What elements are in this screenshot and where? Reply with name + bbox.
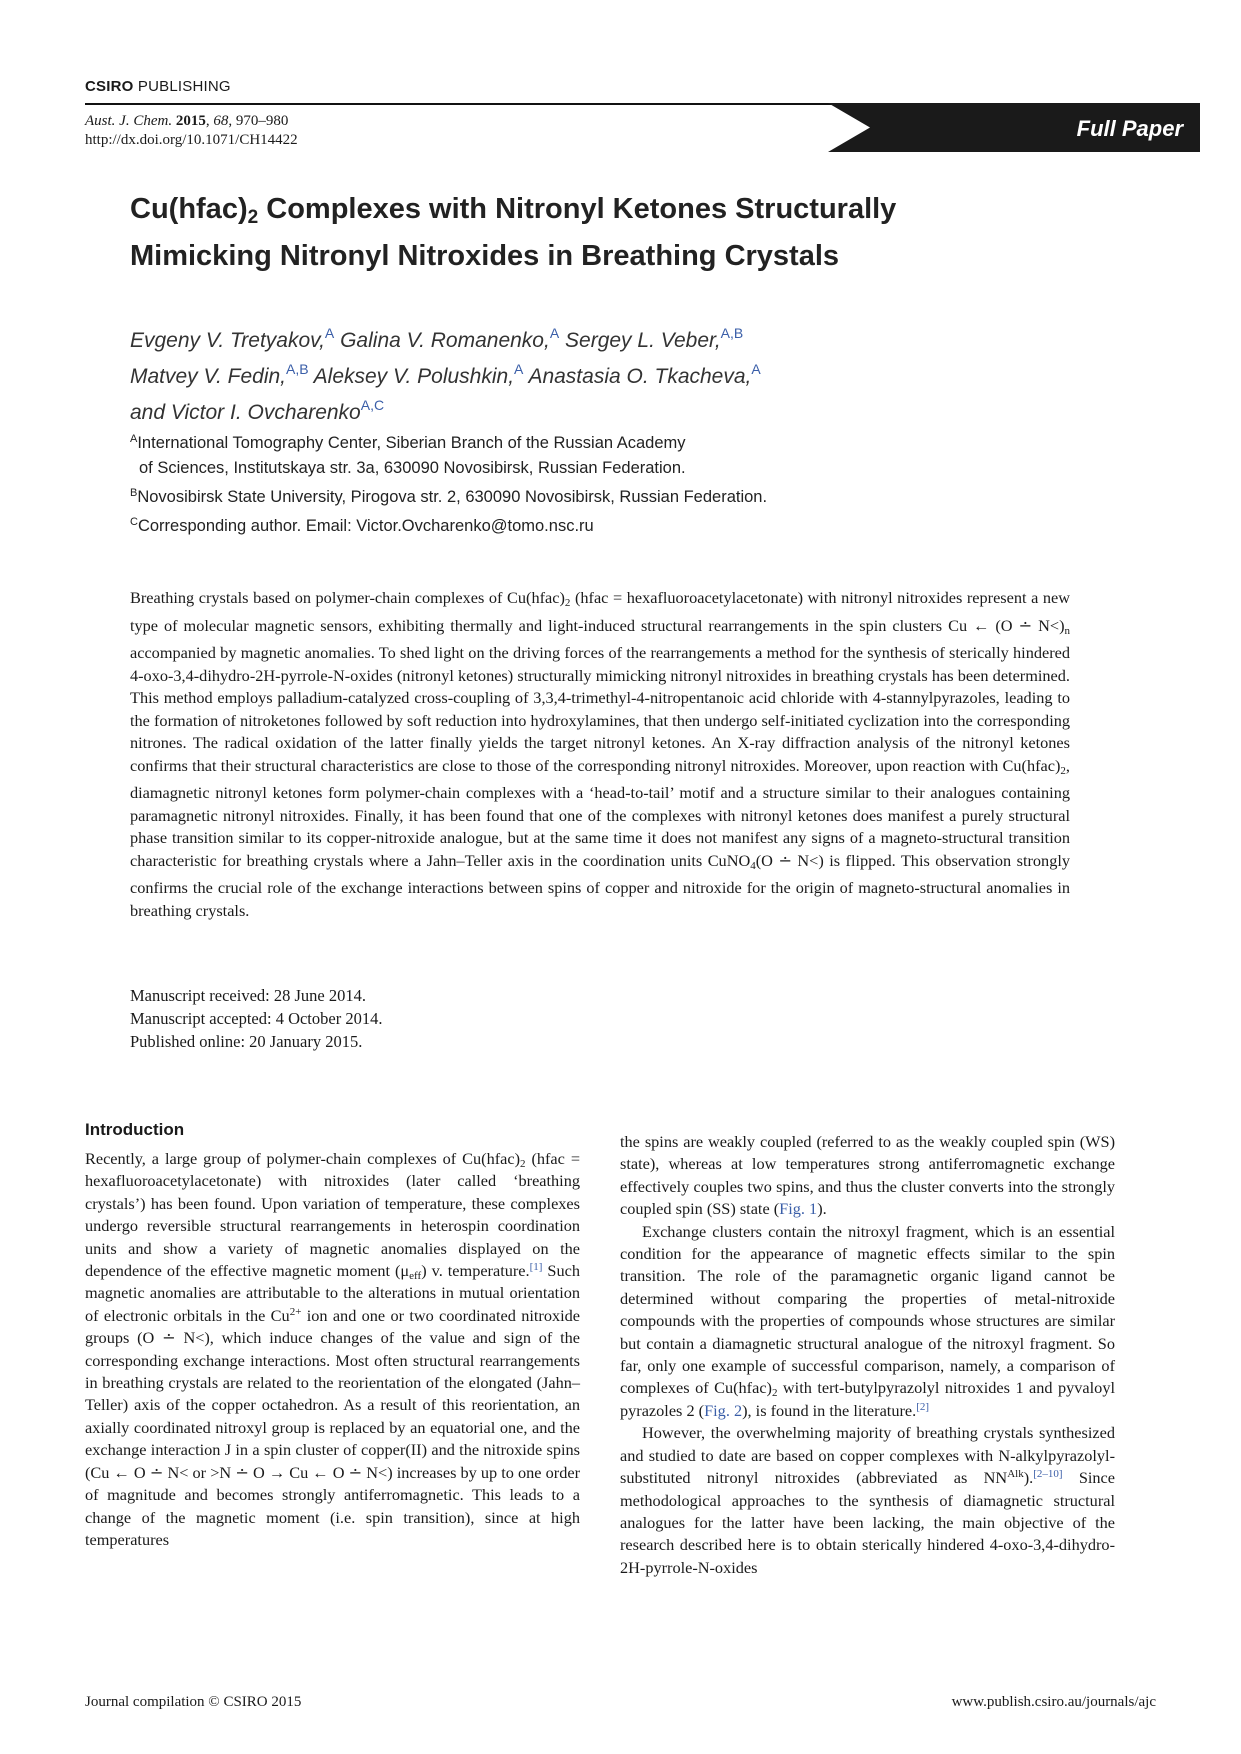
- publisher-name: CSIRO PUBLISHING: [85, 78, 231, 95]
- footer-copyright: Journal compilation © CSIRO 2015: [85, 1694, 302, 1710]
- paper-title: $Cu(hfac)_2$ Complexes with Nitronyl Ketones Structurally Mimicking Nitronyl Nitroxides in Breathing Crystals: [130, 193, 897, 272]
- body-column-right: the spins are weakly coupled (referred to as the weakly coupled spin (WS) state), whereas at low temperatures strong antiferromagnetic exchange effectively couples two spins, and thus the cluster converts into the strongly coupled spin (SS) state (Fig. 1). Exchange clusters contain the nitroxyl fragment, which is an essential condition for the appearance of magnetic effects similar to the spin transition. The role of the paramagnetic organic ligand cannot be determined without comparing the properties of metal-nitroxide compounds with the properties of compounds whose structures are similar but contain a diamagnetic structural analogue of the nitroxyl fragment. So far, only one example of successful comparison, namely, a comparison of complexes of $Cu(hfac)_2$ with tert-butylpyrazolyl nitroxides 1 and pyvaloyl pyrazoles 2 (Fig. 2), is found in the literature.[2] However, the overwhelming majority of breathing crystals synthesized and studied to date are based on copper complexes with N-alkylpyrazolyl-substituted nitronyl nitroxides (abbreviated as $NN^{Alk}).[2-10]$ Since methodological approaches to the synthesis of diamagnetic structural analogues for the latter have been lacking, the main objective of the research described here is to obtain sterically hindered 4-oxo-3,4-dihydro-2H-pyrrole-N-oxides: [620, 1132, 1115, 1577]
- journal-reference: Aust. J. Chem. 2015, 68, 970–980 http://dx.doi.org/10.1071/CH14422: [85, 113, 298, 148]
- affiliation: $^B$Novosibirsk State University, Pirogova str. 2, 630090 Novosibirsk, Russian Federation.: [130, 487, 768, 506]
- figure-link[interactable]: Fig. 2: [704, 1400, 743, 1420]
- abstract: Breathing crystals based on polymer-chain complexes of $Cu(hfac)_2$ (hfac = hexafluoroacetylacetonate) with nitronyl nitroxides represent a new type of molecular magnetic sensors, exhibiting thermally and light-induced structural rearrangements in the spin clusters Cu ← (O ∸ $N<)_n$ accompanied by magnetic anomalies. To shed light on the driving forces of the rearrangements a method for the synthesis of sterically hindered 4-oxo-3,4-dihydro-2H-pyrrole-N-oxides (nitronyl ketones) structurally mimicking nitronyl nitroxides in breathing crystals has been determined. This method employs palladium-catalyzed cross-coupling of 3,3,4-trimethyl-4-nitropentanoic acid chloride with 4-stannylpyrazoles, leading to the formation of nitroketones followed by soft reduction into hydroxylamines, that then undergo self-initiated cyclization into the corresponding nitrones. The radical oxidation of the latter finally yields the target nitronyl ketones. An X-ray diffraction analysis of the nitronyl ketones confirms that their structural characteristics are close to those of the corresponding nitronyl nitroxides. Moreover, upon reaction with $Cu(hfac)_2$, diamagnetic nitronyl ketones form polymer-chain complexes with a ‘head-to-tail’ motif and a structure similar to their analogues containing paramagnetic nitronyl nitroxides. Finally, it has been found that one of the complexes with nitronyl ketones does manifest a purely structural phase transition similar to its copper-nitroxide analogue, but at the same time it does not manifest any signs of a magneto-structural transition characteristic for breathing crystals where a Jahn–Teller axis in the coordination units CuNO$_4$(O ∸ N<) is flipped. This observation strongly confirms the crucial role of the exchange interactions between spins of copper and nitroxide for the origin of magneto-structural anomalies in breathing crystals.: [130, 588, 1071, 920]
- affiliation: $^C$Corresponding author. Email: Victor.Ovcharenko@tomo.nsc.ru: [130, 516, 594, 535]
- received-date: Manuscript received: 28 June 2014.: [130, 986, 366, 1005]
- manuscript-dates: [130, 984, 382, 1053]
- author: Matvey V. Fedin,$^{A,B}$: [130, 361, 309, 388]
- body-column-left: Recently, a large group of polymer-chain complexes of $Cu(hfac)_2$ (hfac = hexafluoroacetylacetonate) with nitroxides (later called ‘breathing crystals’) has been found. Upon variation of temperature, these complexes undergo reversible structural rearrangements in heterospin coordination units and show a variety of magnetic anomalies displayed on the dependence of the effective magnetic moment $(\mu_{eff})$ v. temperature.[1] Such magnetic anomalies are attributable to the alterations in mutual orientation of electronic orbitals in the $Cu^{2+}$ ion and one or two coordinated nitroxide groups (O ∸ N<), which induce changes of the value and sign of the corresponding exchange interactions. Most often structural rearrangements in breathing crystals are related to the reorientation of the elongated (Jahn–Teller) axis of the copper octahedron. As a result of this reorientation, an axially coordinated nitroxyl group is replaced by an equatorial one, and the exchange interaction J in a spin cluster of copper(II) and the nitroxide spins (Cu ← O ∸ N< or >N ∸ O → Cu ← O ∸ N<) increases by up to one order of magnitude and becomes strongly antiferromagnetic. This leads to a change of the magnetic moment (i.e. spin transition), since at high temperatures: [85, 1149, 581, 1549]
- author: Anastasia O. Tkacheva,$^A$: [528, 361, 761, 388]
- article-type-label: Full Paper: [1076, 116, 1183, 141]
- citation-link[interactable]: [2]: [916, 1400, 930, 1413]
- accepted-date: Manuscript accepted: 4 October 2014.: [130, 1009, 383, 1028]
- citation-link[interactable]: [1]: [529, 1261, 543, 1274]
- author: Aleksey V. Polushkin,$^A$: [313, 361, 524, 388]
- affiliation: of Sciences, Institutskaya str. 3a, 630090 Novosibirsk, Russian Federation.: [139, 459, 686, 477]
- figure-link[interactable]: Fig. 1: [779, 1199, 818, 1219]
- affiliations: [130, 427, 1030, 539]
- published-date: Published online: 20 January 2015.: [130, 1032, 363, 1051]
- doi-link[interactable]: http://dx.doi.org/10.1071/CH14422: [85, 132, 298, 148]
- citation-link[interactable]: [2–10]: [1033, 1468, 1063, 1481]
- author: Sergey L. Veber,$^{A,B}$: [565, 325, 744, 352]
- author: and Victor I. Ovcharenko$^{A,C}$: [130, 397, 385, 424]
- author: Evgeny V. Tretyakov,$^A$: [130, 325, 335, 352]
- footer-url[interactable]: www.publish.csiro.au/journals/ajc: [951, 1694, 1156, 1710]
- author-list: [130, 319, 1030, 427]
- section-heading: Introduction: [85, 1120, 185, 1139]
- author: Galina V. Romanenko,$^A$: [340, 325, 560, 352]
- affiliation: $^A$International Tomography Center, Siberian Branch of the Russian Academy: [130, 433, 686, 452]
